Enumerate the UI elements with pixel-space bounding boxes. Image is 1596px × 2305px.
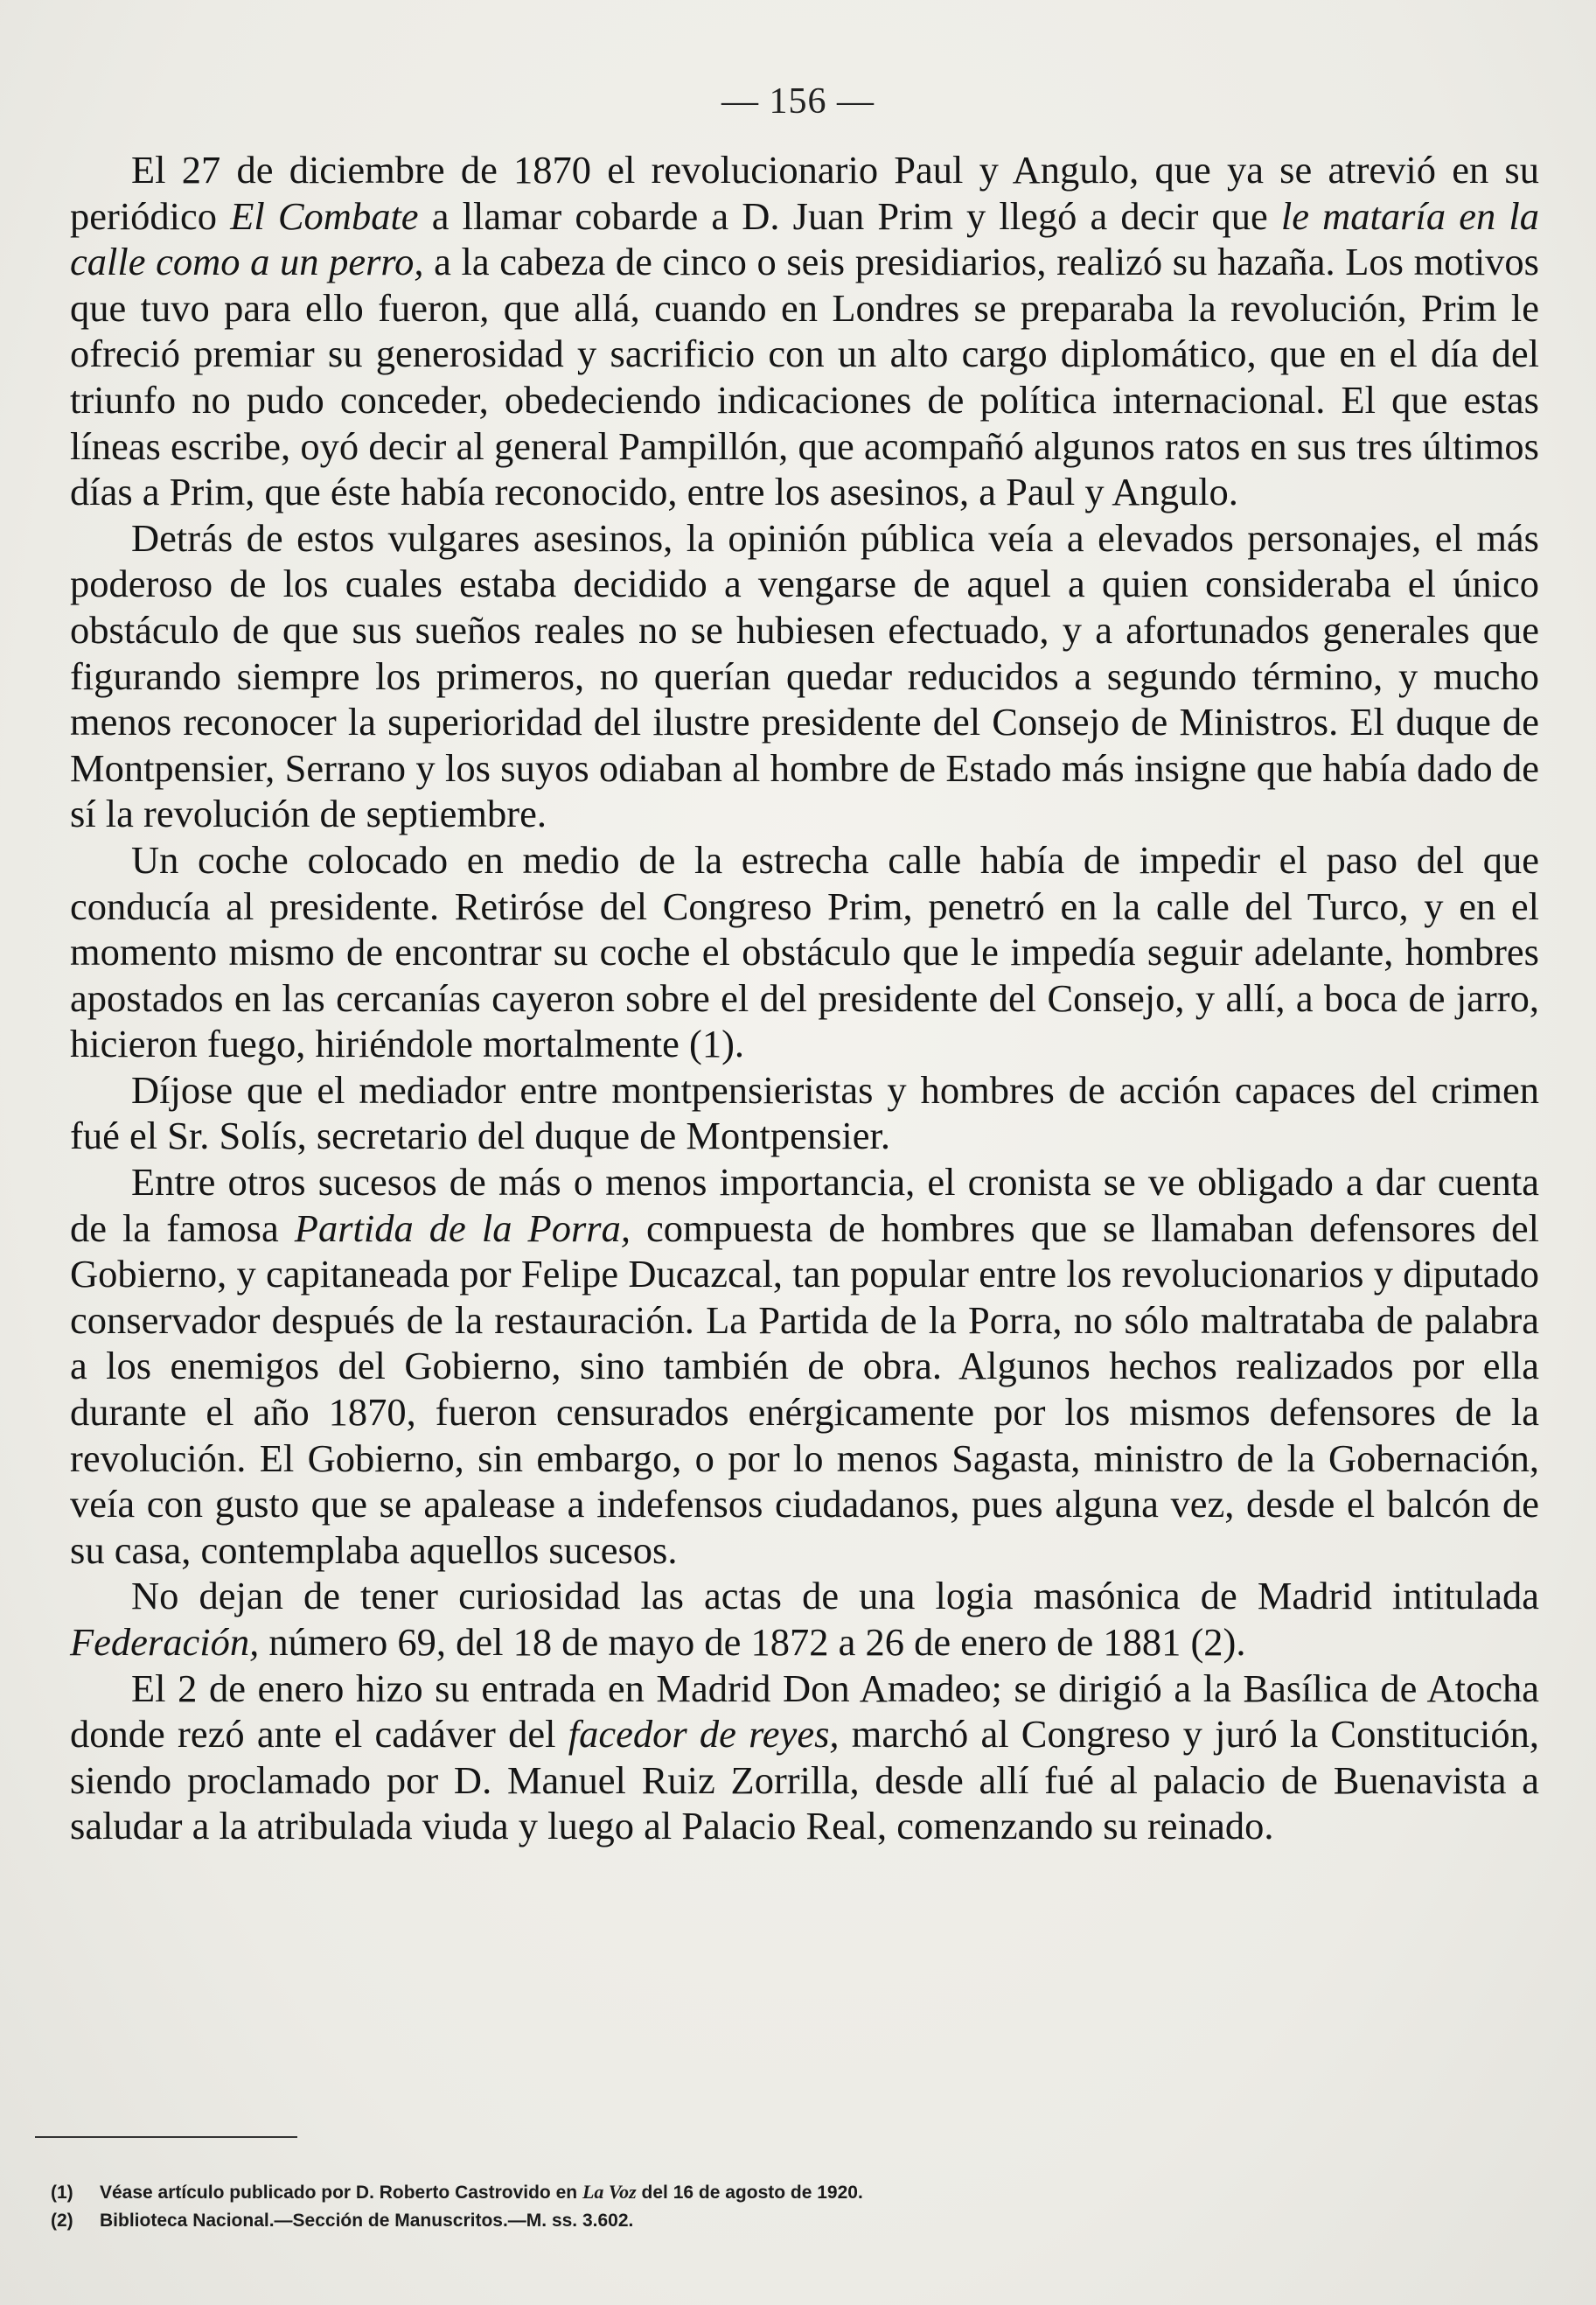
italic-text: La Voz (582, 2181, 637, 2203)
text-run: Un coche colocado en medio de la estrecha calle había de impedir el paso del que conducía al presidente. Retiróse del Congreso Prim, penetró en la calle del Turco, y en el momento mismo de encontrar su coche el obstáculo que le impedía seguir adelante, hombres apostados en las cercanías cayeron sobre el del presidente del Consejo, y allí, a boca de jarro, hicieron fuego, hiriéndole mortalmente (1). (70, 837, 1539, 1066)
italic-text: El Combate (230, 193, 419, 238)
text-run: El 27 de diciembre de 1870 el revolucionario Paul y Angulo, que ya se atrevió en su periódico (70, 148, 1539, 238)
paragraph (70, 147, 1539, 515)
italic-text: facedor de reyes, (568, 1712, 840, 1757)
paragraph (70, 1573, 1539, 1665)
footnote-mark: (1) (51, 2183, 73, 2203)
footnote (51, 2207, 1450, 2235)
italic-text: Federación, (70, 1620, 260, 1664)
paragraph (70, 515, 1539, 837)
text-run: Véase artículo publicado por D. Roberto Castrovido en (100, 2183, 582, 2203)
text-run: Díjose que el mediador entre montpensieristas y hombres de acción capaces del crimen fué el Sr. Solís, secretario del duque de Montpensier. (70, 1067, 1539, 1158)
footnote-mark: (2) (51, 2211, 73, 2231)
text-run: Biblioteca Nacional.—Sección de Manuscritos.—M. ss. 3.602. (100, 2211, 634, 2231)
body-text (70, 147, 1539, 1849)
paragraph (70, 837, 1539, 1067)
italic-text: le mataría en la calle como a un perro, (70, 193, 1539, 284)
paragraph (70, 1159, 1539, 1573)
footnote-text (100, 2211, 633, 2231)
text-run: del 16 de agosto de 1920. (636, 2183, 863, 2203)
footnote-divider (35, 2136, 297, 2138)
text-run: compuesta de hombres que se llamaban defensores del Gobierno, y capitaneada por Felipe Ducazcal, tan popular entre los revolucionarios y diputado conservador después de la restauración. La Partida de la Porra, no sólo maltrataba de palabra a los enemigos del Gobierno, sino también de obra. Algunos hechos realizados por ella durante el año 1870, fueron censurados enérgicamente por los mismos defensores de la revolución. El Gobierno, sin embargo, o por lo menos Sagasta, ministro de la Gobernación, veía con gusto que se apalease a indefensos ciudadanos, pues alguna vez, desde el balcón de su casa, contemplaba aquellos sucesos. (70, 1205, 1540, 1572)
text-run: a la cabeza de cinco o seis presidiarios, realizó su hazaña. Los motivos que tuvo para ello fueron, que allá, cuando en Londres se preparaba la revolución, Prim le ofreció premiar su generosidad y sacrificio con un alto cargo diplomático, que en el día del triunfo no pudo conceder, obedeciendo indicaciones de política internacional. El que estas líneas escribe, oyó decir al general Pampillón, que acompañó algunos ratos en sus tres últimos días a Prim, que éste había reconocido, entre los asesinos, a Paul y Angulo. (70, 240, 1539, 514)
footnote (51, 2178, 1450, 2207)
page-number: — 156 — (721, 81, 875, 122)
italic-text: Partida de la Porra, (294, 1205, 631, 1250)
text-run: a llamar cobarde a D. Juan Prim y llegó a decir que (418, 193, 1281, 238)
text-run: Entre otros sucesos de más o menos importancia, el cronista se ve obligado a dar cuenta de la famosa (70, 1160, 1539, 1250)
text-run: El 2 de enero hizo su entrada en Madrid Don Amadeo; se dirigió a la Basílica de Atocha donde rezó ante el cadáver del (70, 1666, 1539, 1757)
paragraph (70, 1067, 1539, 1159)
footnotes (51, 2178, 1450, 2235)
footnote-text (100, 2183, 863, 2203)
text-run: Detrás de estos vulgares asesinos, la opinión pública veía a elevados personajes, el más poderoso de los cuales estaba decidido a vengarse de aquel a quien consideraba el único obstáculo de que sus sueños reales no se hubiesen efectuado, y a afortunados generales que figurando siempre los primeros, no querían quedar reducidos a segundo término, y mucho menos reconocer la superioridad del ilustre presidente del Consejo de Ministros. El duque de Montpensier, Serrano y los suyos odiaban al hombre de Estado más insigne que había dado de sí la revolución de septiembre. (70, 515, 1539, 836)
text-run: marchó al Congreso y juró la Constitución, siendo proclamado por D. Manuel Ruiz Zorrilla, desde allí fué al palacio de Buenavista a saludar a la atribulada viuda y luego al Palacio Real, comenzando su reinado. (70, 1712, 1539, 1848)
text-run: No dejan de tener curiosidad las actas de una logia masónica de Madrid intitulada (131, 1574, 1539, 1618)
paragraph (70, 1666, 1539, 1849)
text-run: número 69, del 18 de mayo de 1872 a 26 de enero de 1881 (2). (259, 1620, 1246, 1664)
